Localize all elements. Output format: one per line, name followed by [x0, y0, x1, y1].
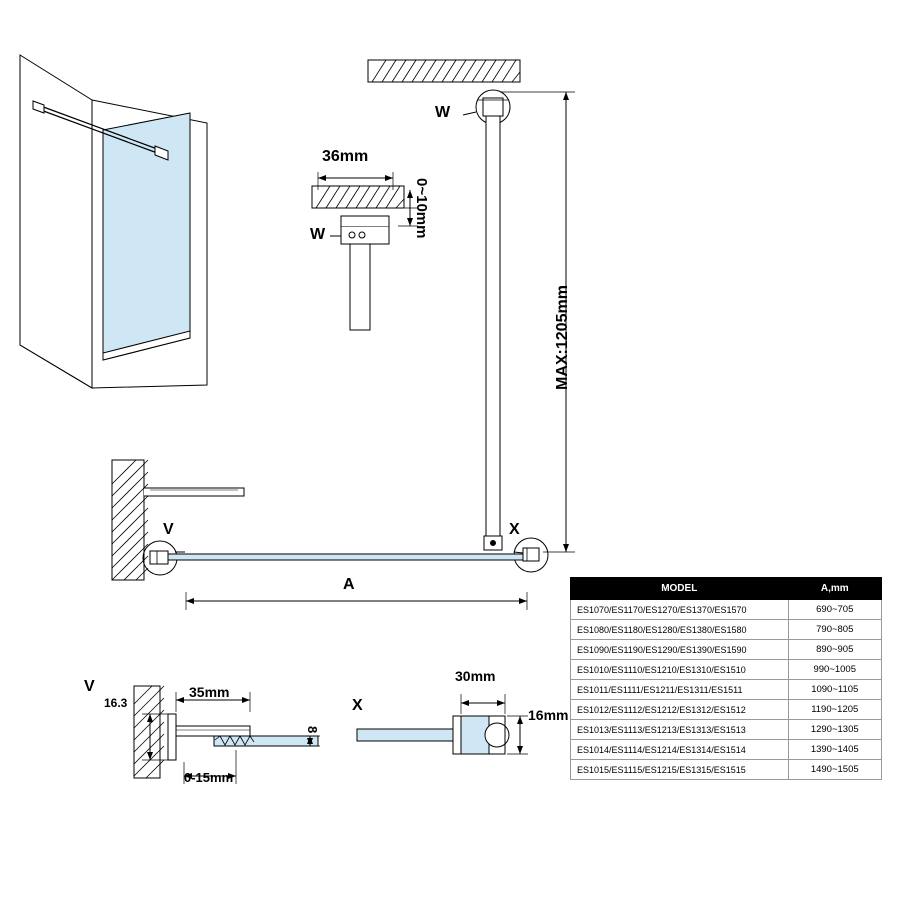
model-dimension-table [570, 577, 882, 780]
cell-a: 1290~1305 [788, 720, 882, 740]
cell-a: 1190~1205 [788, 700, 882, 720]
dim-36mm: 36mm [322, 148, 369, 165]
cell-model: ES1010/ES1110/ES1210/ES1310/ES1510 [571, 660, 789, 680]
table-header-row [571, 578, 882, 600]
dim-glass-8: 8 [305, 726, 320, 734]
dim-16mm: 16mm [528, 707, 569, 723]
dim-0-15mm: 0-15mm [184, 770, 234, 785]
cell-model: ES1014/ES1114/ES1214/ES1314/ES1514 [571, 740, 789, 760]
cell-model: ES1012/ES1112/ES1212/ES1312/ES1512 [571, 700, 789, 720]
dim-35mm: 35mm [189, 684, 230, 700]
cell-a: 1490~1505 [788, 760, 882, 780]
label-v-detail: V [84, 678, 95, 695]
cell-model: ES1013/ES1113/ES1213/ES1313/ES1513 [571, 720, 789, 740]
cell-a: 1090~1105 [788, 680, 882, 700]
cell-model: ES1090/ES1190/ES1290/ES1390/ES1590 [571, 640, 789, 660]
cell-a: 790~805 [788, 620, 882, 640]
plan-view [112, 460, 527, 610]
table-header-model: MODEL [571, 578, 789, 600]
table-header-a: A,mm [788, 578, 882, 600]
table-row [571, 760, 882, 780]
label-x-plan: X [509, 521, 520, 538]
cell-model: ES1011/ES1111/ES1211/ES1311/ES1511 [571, 680, 789, 700]
dim-30mm: 30mm [455, 668, 496, 684]
cell-a: 690~705 [788, 600, 882, 620]
table-row [571, 600, 882, 620]
cell-model: ES1070/ES1170/ES1270/ES1370/ES1570 [571, 600, 789, 620]
table-row [571, 640, 882, 660]
table-row [571, 740, 882, 760]
label-w-elevation: W [435, 104, 451, 121]
cell-model: ES1080/ES1180/ES1280/ES1380/ES1580 [571, 620, 789, 640]
dim-16-3: 16.3 [104, 696, 128, 710]
cell-a: 890~905 [788, 640, 882, 660]
table-row [571, 700, 882, 720]
table-row [571, 660, 882, 680]
dim-a: A [343, 576, 355, 593]
isometric-view [20, 55, 207, 388]
w-detail-view [312, 172, 418, 330]
dim-0-10mm: 0~10mm [413, 178, 430, 239]
table-row [571, 720, 882, 740]
table-body [571, 600, 882, 780]
cell-a: 1390~1405 [788, 740, 882, 760]
label-x-detail: X [352, 697, 363, 714]
table-row [571, 680, 882, 700]
elevation-view [368, 60, 575, 572]
label-w-detail: W [310, 226, 326, 243]
x-detail-view [357, 694, 528, 754]
cell-a: 990~1005 [788, 660, 882, 680]
dim-max-height: MAX:1205mm [554, 285, 571, 390]
cell-model: ES1015/ES1115/ES1215/ES1315/ES1515 [571, 760, 789, 780]
label-v-plan: V [163, 521, 174, 538]
table-row [571, 620, 882, 640]
